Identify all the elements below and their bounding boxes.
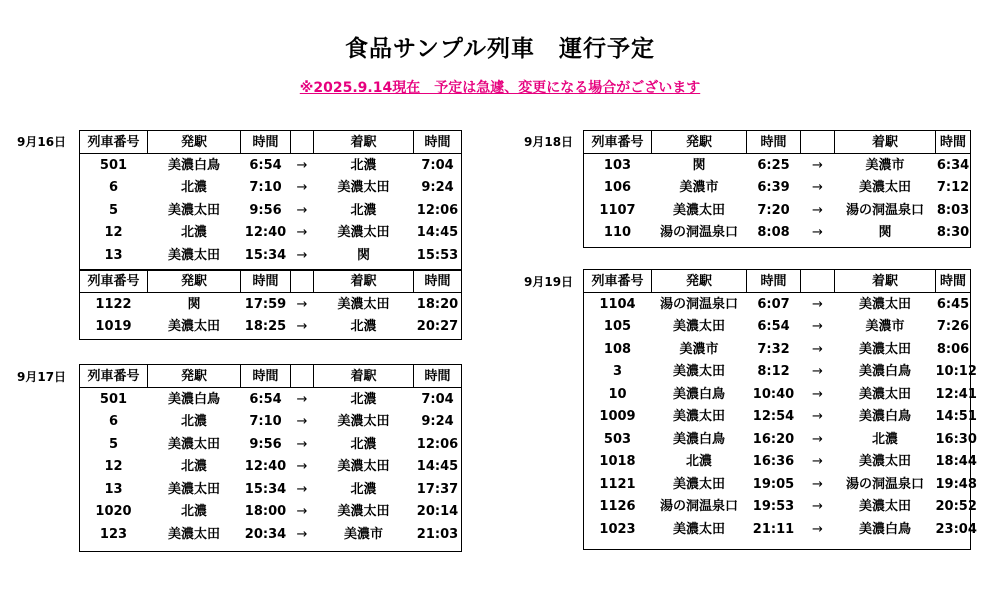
train-number: 1018 xyxy=(599,454,636,470)
table-row xyxy=(584,316,971,339)
arrival-time: 20:52 xyxy=(935,499,977,515)
departure-station: 北濃 xyxy=(180,414,207,430)
header-arrival-station: 着駅 xyxy=(314,270,414,293)
departure-station: 湯の洞温泉口 xyxy=(659,296,738,312)
header-departure-time: 時間 xyxy=(241,131,291,154)
arrow-icon: → xyxy=(296,319,308,335)
arrival-time: 12:06 xyxy=(416,436,459,452)
arrival-time: 8:06 xyxy=(936,341,970,357)
arrow-icon: → xyxy=(812,521,823,537)
arrow-icon: → xyxy=(812,296,823,312)
departure-station: 美濃白鳥 xyxy=(167,157,220,173)
departure-station: 美濃白鳥 xyxy=(672,386,725,402)
table-row xyxy=(80,523,462,546)
departure-time: 15:34 xyxy=(244,481,287,497)
departure-time: 10:40 xyxy=(752,386,795,402)
table-header-row xyxy=(584,270,971,293)
departure-station: 北濃 xyxy=(180,504,207,520)
table-row xyxy=(80,433,462,456)
departure-time: 8:08 xyxy=(757,225,790,241)
arrival-station: 関 xyxy=(878,225,892,241)
departure-station: 美濃太田 xyxy=(167,436,220,452)
departure-station: 美濃白鳥 xyxy=(672,431,725,447)
timetable-sep16-block2 xyxy=(79,269,462,338)
date-label-sep19: 9月19日 xyxy=(524,275,574,289)
arrival-station: 美濃市 xyxy=(865,157,905,173)
header-departure-station: 発駅 xyxy=(148,365,241,388)
arrow-icon: → xyxy=(812,225,823,241)
arrow-icon: → xyxy=(296,157,308,173)
arrival-station: 北濃 xyxy=(350,391,377,407)
train-number: 1121 xyxy=(599,476,636,492)
arrival-station: 美濃太田 xyxy=(858,180,911,196)
arrow-icon: → xyxy=(812,431,823,447)
table-row xyxy=(80,501,462,524)
table-row xyxy=(584,451,971,474)
departure-time: 16:20 xyxy=(752,431,795,447)
arrow-icon: → xyxy=(296,225,308,241)
header-train-number: 列車番号 xyxy=(80,270,148,293)
header-departure-time: 時間 xyxy=(747,131,801,154)
train-number: 6 xyxy=(108,180,119,196)
arrow-icon: → xyxy=(812,454,823,470)
train-number: 12 xyxy=(104,225,123,241)
header-arrow-column xyxy=(291,270,314,293)
change-notice: ※2025.9.14現在 予定は急遽、変更になる場合がございます xyxy=(299,80,701,96)
train-number: 13 xyxy=(104,481,123,497)
arrow-icon: → xyxy=(812,499,823,515)
table-row xyxy=(584,361,971,384)
train-number: 105 xyxy=(603,319,632,335)
train-number: 1126 xyxy=(599,499,636,515)
train-number: 501 xyxy=(99,391,128,407)
departure-time: 15:34 xyxy=(244,247,287,263)
header-departure-time: 時間 xyxy=(241,365,291,388)
table-row xyxy=(584,338,971,361)
arrival-time: 6:45 xyxy=(936,296,970,312)
date-label-sep18: 9月18日 xyxy=(524,135,574,149)
arrival-time: 12:06 xyxy=(416,202,459,218)
arrival-time: 20:27 xyxy=(416,319,459,335)
header-arrival-station: 着駅 xyxy=(314,131,414,154)
arrival-station: 美濃太田 xyxy=(337,414,390,430)
arrival-station: 北濃 xyxy=(350,202,377,218)
arrival-station: 関 xyxy=(356,247,370,263)
page-title: 食品サンプル列車 運行予定 xyxy=(345,36,655,62)
arrival-time: 12:41 xyxy=(935,386,977,402)
train-number: 108 xyxy=(603,341,632,357)
departure-time: 9:56 xyxy=(249,436,282,452)
train-number: 1107 xyxy=(599,202,636,218)
train-number: 106 xyxy=(603,180,632,196)
train-number: 1009 xyxy=(599,409,636,425)
arrow-icon: → xyxy=(812,341,823,357)
departure-time: 6:54 xyxy=(249,157,282,173)
arrow-icon: → xyxy=(296,481,308,497)
table-header-row xyxy=(80,131,462,154)
arrow-icon: → xyxy=(812,409,823,425)
header-departure-time: 時間 xyxy=(241,270,291,293)
departure-time: 12:54 xyxy=(752,409,795,425)
table-header-row xyxy=(584,131,971,154)
arrow-icon: → xyxy=(296,459,308,475)
timetable-sep17 xyxy=(79,364,462,546)
departure-time: 6:54 xyxy=(757,319,790,335)
departure-time: 17:59 xyxy=(244,296,287,312)
train-number: 6 xyxy=(108,414,119,430)
departure-time: 6:39 xyxy=(757,180,790,196)
departure-time: 19:05 xyxy=(752,476,795,492)
departure-station: 湯の洞温泉口 xyxy=(659,225,738,241)
arrival-station: 湯の洞温泉口 xyxy=(845,476,924,492)
departure-time: 7:20 xyxy=(757,202,790,218)
departure-time: 12:40 xyxy=(244,459,287,475)
header-departure-station: 発駅 xyxy=(652,270,747,293)
train-number: 1104 xyxy=(599,296,636,312)
departure-station: 関 xyxy=(187,296,201,312)
departure-station: 湯の洞温泉口 xyxy=(659,499,738,515)
arrival-time: 9:24 xyxy=(421,414,454,430)
timetable-sep16-block1 xyxy=(79,130,462,267)
table-row xyxy=(80,411,462,434)
arrow-icon: → xyxy=(812,319,823,335)
arrival-station: 美濃太田 xyxy=(337,225,390,241)
arrival-time: 7:04 xyxy=(421,157,454,173)
header-departure-station: 発駅 xyxy=(652,131,747,154)
arrival-time: 20:14 xyxy=(416,504,459,520)
train-number: 10 xyxy=(608,386,627,402)
arrival-time: 17:37 xyxy=(416,481,459,497)
arrival-time: 8:03 xyxy=(936,202,970,218)
arrival-time: 15:53 xyxy=(416,247,459,263)
departure-station: 美濃太田 xyxy=(167,481,220,497)
arrival-station: 北濃 xyxy=(350,436,377,452)
departure-time: 6:54 xyxy=(249,391,282,407)
arrow-icon: → xyxy=(296,247,308,263)
departure-station: 美濃太田 xyxy=(672,202,725,218)
arrival-station: 美濃太田 xyxy=(858,386,911,402)
train-number: 13 xyxy=(104,247,123,263)
train-number: 103 xyxy=(603,157,632,173)
arrival-station: 美濃市 xyxy=(865,319,905,335)
departure-station: 美濃太田 xyxy=(167,202,220,218)
arrival-station: 美濃市 xyxy=(343,526,383,542)
train-number: 5 xyxy=(108,202,119,218)
arrival-time: 23:04 xyxy=(935,521,977,537)
arrival-time: 7:04 xyxy=(421,391,454,407)
train-number: 503 xyxy=(603,431,632,447)
departure-station: 北濃 xyxy=(180,459,207,475)
table-row xyxy=(584,177,971,200)
departure-time: 21:11 xyxy=(752,521,795,537)
arrow-icon: → xyxy=(296,391,308,407)
arrival-time: 7:12 xyxy=(936,180,970,196)
departure-station: 関 xyxy=(692,157,706,173)
train-number: 1023 xyxy=(599,521,636,537)
departure-station: 美濃太田 xyxy=(672,476,725,492)
arrow-icon: → xyxy=(296,202,308,218)
arrival-station: 美濃太田 xyxy=(337,296,390,312)
arrival-station: 美濃太田 xyxy=(337,504,390,520)
arrival-station: 美濃太田 xyxy=(337,180,390,196)
arrow-icon: → xyxy=(296,296,308,312)
train-number: 1020 xyxy=(95,504,132,520)
departure-station: 美濃市 xyxy=(679,341,719,357)
arrival-time: 7:26 xyxy=(936,319,970,335)
departure-station: 美濃太田 xyxy=(672,409,725,425)
departure-time: 18:25 xyxy=(244,319,287,335)
arrival-time: 6:34 xyxy=(936,157,970,173)
arrow-icon: → xyxy=(296,504,308,520)
departure-station: 北濃 xyxy=(180,180,207,196)
departure-station: 北濃 xyxy=(685,454,712,470)
arrival-time: 14:51 xyxy=(935,409,977,425)
header-train-number: 列車番号 xyxy=(584,270,652,293)
header-arrow-column xyxy=(801,270,835,293)
arrival-station: 美濃太田 xyxy=(337,459,390,475)
arrow-icon: → xyxy=(812,364,823,380)
header-departure-time: 時間 xyxy=(747,270,801,293)
arrival-time: 9:24 xyxy=(421,180,454,196)
header-train-number: 列車番号 xyxy=(80,365,148,388)
train-number: 110 xyxy=(603,225,632,241)
header-arrival-time: 時間 xyxy=(936,131,971,154)
timetable-sep19 xyxy=(583,269,977,541)
table-row xyxy=(584,428,971,451)
table-row xyxy=(80,388,462,411)
table-row xyxy=(584,199,971,222)
arrival-time: 10:12 xyxy=(935,364,977,380)
departure-station: 美濃太田 xyxy=(672,364,725,380)
table-row xyxy=(584,473,971,496)
table-header-row xyxy=(80,365,462,388)
departure-time: 16:36 xyxy=(752,454,795,470)
arrow-icon: → xyxy=(296,414,308,430)
table-row xyxy=(584,154,971,177)
header-arrow-column xyxy=(291,365,314,388)
date-label-sep16: 9月16日 xyxy=(17,135,67,149)
arrival-time: 18:20 xyxy=(416,296,459,312)
train-number: 3 xyxy=(612,364,623,380)
arrival-station: 北濃 xyxy=(350,157,377,173)
arrival-station: 北濃 xyxy=(350,481,377,497)
arrival-time: 14:45 xyxy=(416,459,459,475)
departure-station: 美濃白鳥 xyxy=(167,391,220,407)
arrival-station: 北濃 xyxy=(871,431,898,447)
arrival-station: 湯の洞温泉口 xyxy=(845,202,924,218)
table-row xyxy=(584,222,971,245)
header-arrival-station: 着駅 xyxy=(835,270,936,293)
header-arrival-time: 時間 xyxy=(414,270,462,293)
header-arrow-column xyxy=(291,131,314,154)
arrow-icon: → xyxy=(812,202,823,218)
table-row xyxy=(80,478,462,501)
departure-station: 美濃市 xyxy=(679,180,719,196)
departure-station: 美濃太田 xyxy=(167,319,220,335)
header-arrow-column xyxy=(801,131,835,154)
arrival-station: 美濃太田 xyxy=(858,454,911,470)
table-row xyxy=(80,199,462,222)
departure-station: 美濃太田 xyxy=(167,247,220,263)
table-row xyxy=(80,456,462,479)
table-row xyxy=(584,518,971,541)
train-number: 1019 xyxy=(95,319,132,335)
header-arrival-station: 着駅 xyxy=(835,131,936,154)
train-number: 501 xyxy=(99,157,128,173)
train-number: 5 xyxy=(108,436,119,452)
header-arrival-station: 着駅 xyxy=(314,365,414,388)
departure-time: 7:10 xyxy=(249,180,282,196)
header-departure-station: 発駅 xyxy=(148,270,241,293)
departure-time: 7:32 xyxy=(757,341,790,357)
table-header-row xyxy=(80,270,462,293)
arrival-time: 19:48 xyxy=(935,476,977,492)
departure-station: 美濃太田 xyxy=(672,319,725,335)
train-number: 123 xyxy=(99,526,128,542)
arrow-icon: → xyxy=(812,476,823,492)
table-row xyxy=(80,316,462,339)
table-row xyxy=(584,496,971,519)
table-row xyxy=(80,244,462,267)
departure-time: 6:07 xyxy=(757,296,790,312)
arrow-icon: → xyxy=(812,386,823,402)
train-number: 12 xyxy=(104,459,123,475)
departure-time: 7:10 xyxy=(249,414,282,430)
header-arrival-time: 時間 xyxy=(414,131,462,154)
arrival-station: 美濃白鳥 xyxy=(858,364,911,380)
header-departure-station: 発駅 xyxy=(148,131,241,154)
header-train-number: 列車番号 xyxy=(584,131,652,154)
departure-time: 9:56 xyxy=(249,202,282,218)
arrival-time: 14:45 xyxy=(416,225,459,241)
arrival-station: 美濃白鳥 xyxy=(858,409,911,425)
arrival-time: 21:03 xyxy=(416,526,459,542)
table-row xyxy=(80,222,462,245)
arrival-station: 美濃太田 xyxy=(858,296,911,312)
arrival-station: 美濃白鳥 xyxy=(858,521,911,537)
date-label-sep17: 9月17日 xyxy=(17,370,67,384)
train-number: 1122 xyxy=(95,296,132,312)
table-row xyxy=(80,177,462,200)
arrival-time: 8:30 xyxy=(936,225,970,241)
arrow-icon: → xyxy=(812,157,823,173)
header-train-number: 列車番号 xyxy=(80,131,148,154)
departure-time: 20:34 xyxy=(244,526,287,542)
arrival-station: 美濃太田 xyxy=(858,341,911,357)
arrival-station: 美濃太田 xyxy=(858,499,911,515)
arrival-time: 16:30 xyxy=(935,431,977,447)
departure-time: 18:00 xyxy=(244,504,287,520)
timetable-sep18 xyxy=(583,130,971,244)
header-arrival-time: 時間 xyxy=(936,270,971,293)
departure-time: 6:25 xyxy=(757,157,790,173)
header-arrival-time: 時間 xyxy=(414,365,462,388)
arrival-time: 18:44 xyxy=(935,454,977,470)
table-row xyxy=(584,406,971,429)
departure-time: 8:12 xyxy=(757,364,790,380)
departure-time: 12:40 xyxy=(244,225,287,241)
departure-station: 美濃太田 xyxy=(167,526,220,542)
arrow-icon: → xyxy=(296,526,308,542)
departure-time: 19:53 xyxy=(752,499,795,515)
departure-station: 北濃 xyxy=(180,225,207,241)
arrow-icon: → xyxy=(812,180,823,196)
departure-station: 美濃太田 xyxy=(672,521,725,537)
table-row xyxy=(584,293,971,316)
table-row xyxy=(80,293,462,316)
table-row xyxy=(584,383,971,406)
arrival-station: 北濃 xyxy=(350,319,377,335)
arrow-icon: → xyxy=(296,436,308,452)
table-row xyxy=(80,154,462,177)
arrow-icon: → xyxy=(296,180,308,196)
